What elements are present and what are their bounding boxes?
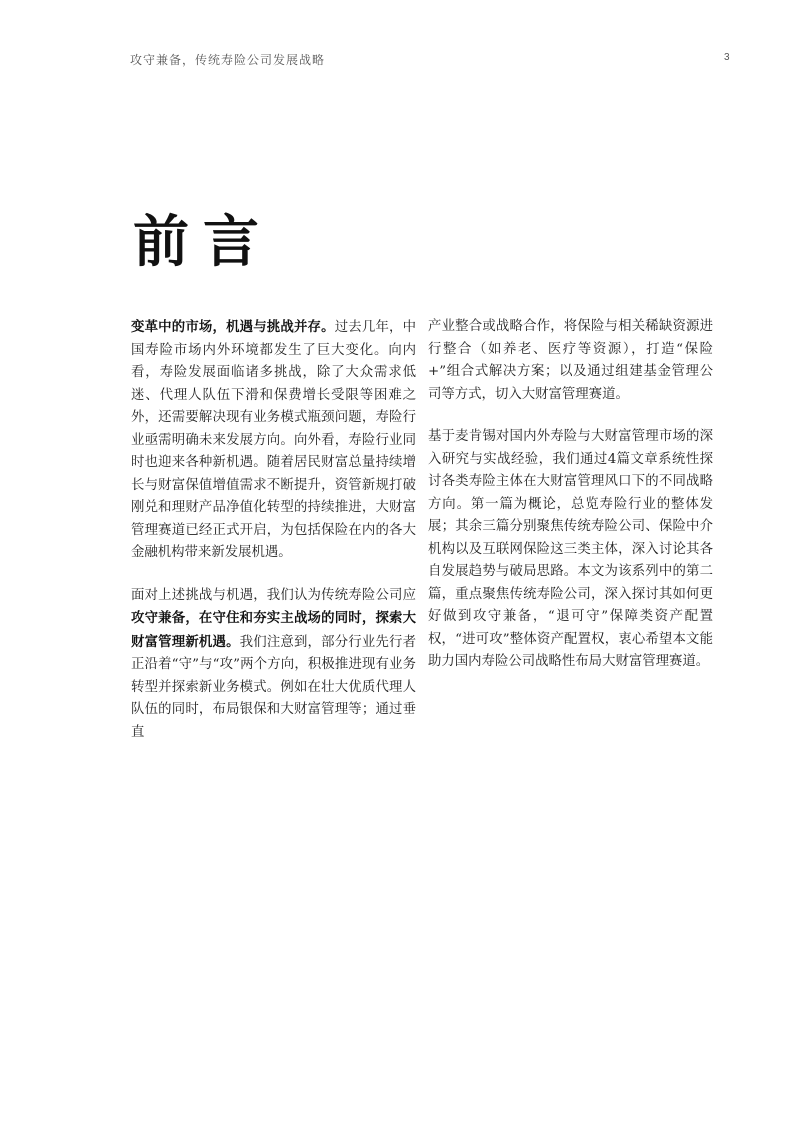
paragraph-2-emphasis: 攻守兼备，在守住和夯实主战场的同时，探索大财富管理新机遇。 <box>131 610 416 650</box>
paragraph-2 <box>131 585 416 745</box>
paragraph-4: 基于麦肯锡对国内外寿险与大财富管理市场的深入研究与实战经验，我们通过4篇文章系统性探讨各类寿险主体在大财富管理风口下的不同战略方向。第一篇为概论，总览寿险行业的整体发展；其余三篇分别聚焦传统寿险公司、保险中介机构以及互联网保险这三类主体，深入讨论其各自发展趋势与破局思路。本文为该系列中的第二篇，重点聚焦传统寿险公司，深入探讨其如何更好做到攻守兼备，“退可守”保障类资产配置权，“进可攻”整体资产配置权，衷心希望本文能助力国内寿险公司战略性布局大财富管理赛道。 <box>428 429 713 669</box>
page-number: 3 <box>724 52 730 63</box>
paragraph-2-intro: 面对上述挑战与机遇，我们认为传统寿险公司应 <box>131 587 416 603</box>
running-header-title: 攻守兼备，传统寿险公司发展战略 <box>130 53 326 67</box>
left-column <box>131 316 416 764</box>
paragraph-1-lead: 变革中的市场，机遇与挑战并存。 <box>131 319 335 335</box>
paragraph-1 <box>131 316 416 565</box>
paragraph-2-body: 我们注意到，部分行业先行者正沿着“守”与“攻”两个方向，积极推进现有业务转型并探索新业务模式。例如在壮大优质代理人队伍的同时，布局银保和大财富管理等；通过垂直 <box>131 634 417 740</box>
paragraph-1-body: 过去几年，中国寿险市场内外环境都发生了巨大变化。向内看，寿险发展面临诸多挑战，除了大众需求低迷、代理人队伍下滑和保费增长受限等困难之外，还需要解决现有业务模式瓶颈问题，寿险行业亟需明确未来发展方向。向外看，寿险行业同时也迎来各种新机遇。随着居民财富总量持续增长与财富保值增值需求不断提升，资管新规打破刚兑和理财产品净值化转型的持续推进，大财富管理赛道已经正式开启，为包括保险在内的各大金融机构带来新发展机遇。 <box>131 320 417 560</box>
right-column <box>428 316 713 694</box>
section-heading: 前言 <box>133 209 273 275</box>
paragraph-3: 产业整合或战略合作，将保险与相关稀缺资源进行整合（如养老、医疗等资源），打造“保险+”组合式解决方案；以及通过组建基金管理公司等方式，切入大财富管理赛道。 <box>428 319 713 402</box>
